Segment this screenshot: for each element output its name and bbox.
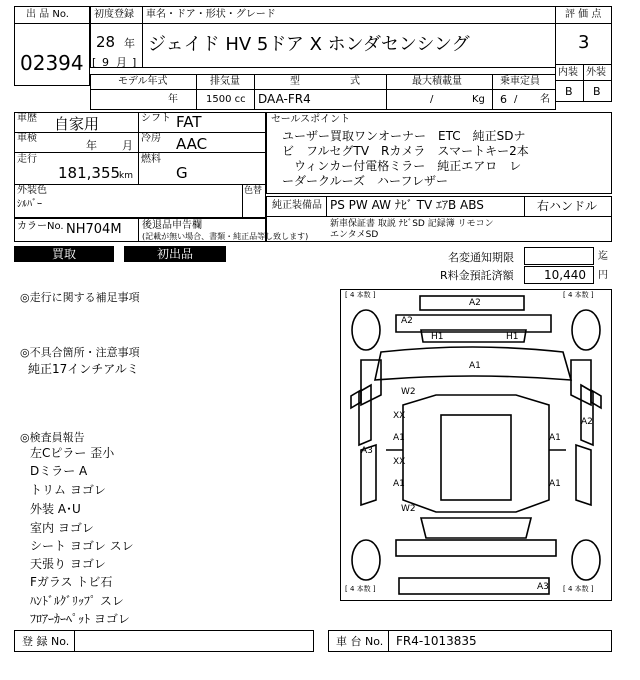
load-unit: Kg [472, 94, 485, 105]
equipment-label: 純正装備品 [272, 200, 322, 211]
chassis-no: FR4-1013835 [396, 634, 477, 648]
aftermarket-note: (記載が無い場合、書類・純正品等し致します) [142, 232, 309, 241]
history: 自家用 [54, 115, 100, 133]
shift-label: シフト [141, 113, 171, 124]
car-name: ジェイド HV 5ドア X ホンダセンシング [148, 34, 470, 55]
month-close-bracket: ] [132, 56, 137, 69]
mark-w2-front: W2 [401, 387, 416, 397]
registration-month: 9 [102, 56, 109, 69]
corner-value-tr: 4 [567, 291, 573, 299]
mark-a1-left-2: A1 [393, 479, 405, 489]
mark-xx-1: XX [393, 411, 406, 421]
aftermarket-label: 後退品申告欄 [142, 220, 202, 231]
sales-point-line-3: ウィンカー付電格ミラー 純正エアロ レ [282, 159, 522, 173]
mileage-label: 走行 [17, 154, 37, 165]
sales-points-label: セールスポイント [271, 114, 351, 125]
handle-side: 右ハンドル [537, 199, 598, 213]
capacity-slash: / [514, 94, 518, 105]
inspector-line-4: 外装 A･U [30, 502, 81, 516]
mark-a2-bumper: A2 [469, 298, 481, 308]
inspection-label: 車検 [17, 133, 37, 144]
displacement-label: 排気量 [210, 76, 240, 87]
corner-value-bl: 4 [349, 585, 355, 593]
inspector-line-1: 左Cピラー 歪小 [30, 446, 115, 460]
defects-text: 純正17インチアルミ [28, 362, 139, 376]
corner-count-top-left: [ 4 本数 ] [345, 291, 376, 299]
model-code: DAA-FR4 [258, 92, 311, 106]
sales-point-line-2: ビ フルセグTV Rカメラ スマートキー2本 [282, 144, 529, 158]
mark-a2-hood: A2 [401, 316, 413, 326]
car-diagram [340, 289, 612, 601]
inspection-month-unit: 月 [122, 139, 133, 152]
exterior-label: 外装 [586, 67, 606, 78]
mark-a3-left: A3 [361, 446, 373, 456]
inspector-line-5: 室内 ヨゴレ [30, 521, 94, 535]
recycle-unit: 円 [598, 270, 608, 281]
load-slash: / [430, 94, 434, 105]
chassis-label: 車 台 No. [336, 635, 384, 648]
inspection-year-unit: 年 [86, 139, 97, 152]
exterior-grade: B [593, 85, 601, 98]
color-label: 外装色 [17, 185, 47, 196]
mark-xx-2: XX [393, 457, 406, 467]
warranty-line-2: エンタメSD [330, 230, 379, 240]
registration-year: 28 [96, 33, 116, 51]
name-change-label: 名変通知期限 [448, 251, 514, 264]
inspector-line-7: 天張り ヨゴレ [30, 557, 106, 571]
driving-notes-label: ◎走行に関する補足事項 [20, 291, 140, 304]
corner-count-bottom-right: [ 4 本数 ] [563, 585, 594, 593]
inspector-line-9: ﾊﾝﾄﾞﾙｸﾞﾘｯﾌﾟ スレ [30, 594, 124, 608]
inspector-line-8: Fガラス トビ石 [30, 575, 113, 589]
name-change-value-box [524, 247, 594, 265]
reg-no-label: 登 録 No. [22, 635, 70, 648]
mileage-unit: km [119, 171, 133, 181]
ac: AAC [176, 135, 208, 153]
corner-label-tl: 本数 [356, 291, 371, 299]
grade-label: 評 価 点 [565, 9, 602, 20]
corner-value-br: 4 [567, 585, 573, 593]
capacity: 6 [500, 93, 507, 106]
mark-a2-right: A2 [581, 417, 593, 427]
lot-number: 02394 [20, 51, 84, 75]
inspector-line-10: ﾌﾛｱｰｶｰﾍﾟｯﾄ ヨゴレ [30, 612, 130, 626]
ac-label: 冷房 [141, 133, 161, 144]
capacity-unit: 名 [540, 94, 550, 105]
corner-label-tr: 本数 [574, 291, 589, 299]
car-name-label: 車名・ドア・形状・グレード [146, 9, 276, 20]
year-unit: 年 [124, 37, 135, 50]
mark-a1-left-1: A1 [393, 433, 405, 443]
month-open-bracket: [ [92, 56, 97, 69]
registration-label: 初度登録 [94, 9, 134, 20]
load-label: 最大積載量 [412, 76, 462, 87]
color: ｼﾙﾊﾞｰ [17, 199, 42, 210]
history-label: 車歴 [17, 113, 37, 124]
interior-grade: B [565, 85, 573, 98]
sales-point-line-1: ユーザー買取ワンオーナー ETC 純正SDナ [282, 129, 526, 143]
model-label: 型 [290, 76, 300, 87]
color-change-label: 色替 [244, 186, 263, 196]
equipment-items: PS PW AW ﾅﾋﾞ TV ｴｱB ABS [330, 198, 484, 212]
corner-value-tl: 4 [349, 291, 355, 299]
corner-count-bottom-left: [ 4 本数 ] [345, 585, 376, 593]
mark-a3-bottom: A3 [537, 582, 549, 592]
recycle-label: R料金預託済額 [440, 269, 514, 282]
mark-a1-right-1: A1 [549, 433, 561, 443]
details-box [14, 112, 266, 218]
mark-h1-right: H1 [506, 332, 519, 342]
fuel: G [176, 164, 188, 182]
fuel-label: 燃料 [141, 154, 161, 165]
model-label-2: 式 [350, 76, 360, 87]
mileage: 181,355 [58, 164, 121, 182]
defects-label: ◎不具合箇所・注意事項 [20, 346, 140, 359]
overall-grade: 3 [578, 32, 590, 53]
sales-point-line-4: ーダークルーズ ハーフレザー [282, 174, 448, 188]
buy-flag: 買取 [14, 246, 114, 262]
color-no-label: カラーNo. [17, 221, 64, 232]
capacity-label: 乗車定員 [500, 76, 540, 87]
name-change-unit: 迄 [598, 251, 608, 262]
first-listing-flag: 初出品 [124, 246, 226, 262]
month-unit: 月 [116, 56, 127, 69]
model-year-label: モデル年式 [118, 76, 168, 87]
lot-label: 出 品 No. [26, 9, 69, 20]
corner-label-bl: 本数 [356, 585, 371, 593]
inspector-line-2: Dミラー A [30, 464, 88, 478]
inspector-line-6: シート ヨゴレ スレ [30, 539, 134, 553]
car-outline [341, 290, 611, 600]
shift: FAT [176, 113, 202, 131]
interior-label: 内装 [558, 67, 578, 78]
inspector-label: ◎検査員報告 [20, 431, 85, 444]
mark-a1-roof: A1 [469, 361, 481, 371]
recycle-amount: 10,440 [544, 268, 586, 282]
corner-label-br: 本数 [574, 585, 589, 593]
mark-h1-left: H1 [431, 332, 444, 342]
inspector-line-3: トリム ヨゴレ [30, 483, 106, 497]
displacement: 1500 cc [206, 94, 246, 105]
mark-w2-rear: W2 [401, 504, 416, 514]
corner-count-top-right: [ 4 本数 ] [563, 291, 594, 299]
model-year-unit: 年 [168, 94, 178, 105]
color-no: NH704M [66, 222, 122, 237]
warranty-line-1: 新車保証書 取説 ﾅﾋﾞSD 記録簿 リモコン [330, 219, 494, 229]
mark-a1-right-2: A1 [549, 479, 561, 489]
